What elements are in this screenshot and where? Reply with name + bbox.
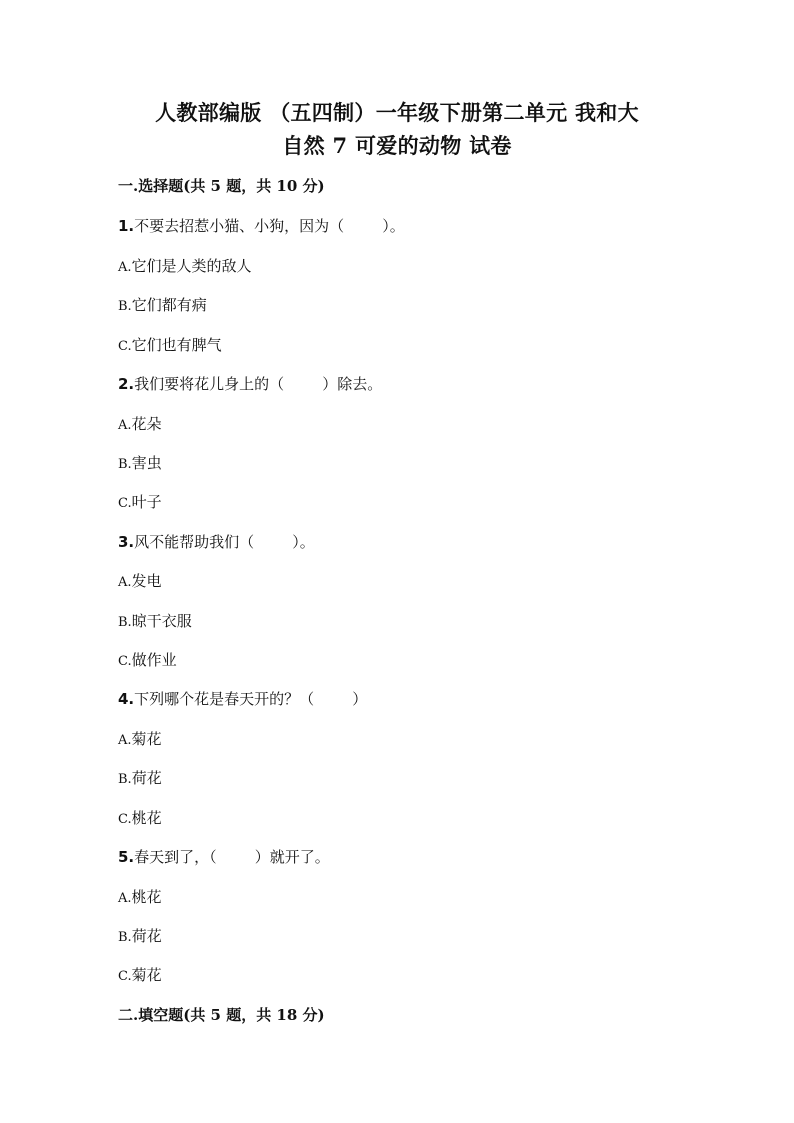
question-text: 不要去招惹小猫、小狗，因为（ ）。 [134, 217, 405, 235]
question-text: 我们要将花儿身上的（ ）除去。 [134, 375, 383, 393]
title-line-1: 人教部编版 （五四制）一年级下册第二单元 我和大 [155, 100, 639, 125]
option-text: 菊花 [131, 730, 162, 748]
question-2 [118, 374, 382, 394]
option-5b [118, 926, 162, 948]
option-text: 花朵 [131, 415, 162, 433]
option-letter: A. [118, 260, 132, 275]
question-number: 4. [118, 690, 135, 708]
option-letter: A. [118, 575, 132, 590]
option-letter: B. [118, 299, 132, 314]
question-5 [118, 847, 330, 867]
option-text: 它们是人类的敌人 [131, 257, 252, 275]
option-text: 它们都有病 [131, 296, 207, 314]
option-text: 晾干衣服 [131, 612, 192, 630]
option-4b [118, 768, 162, 790]
option-text: 菊花 [131, 966, 162, 984]
option-text: 叶子 [131, 493, 162, 511]
question-text: 春天到了，（ ）就开了。 [134, 848, 330, 866]
question-text: 风不能帮助我们（ ）。 [134, 533, 315, 551]
option-2c [118, 492, 162, 514]
option-letter: A. [118, 891, 132, 906]
option-1b [118, 295, 207, 317]
option-text: 荷花 [131, 769, 162, 787]
option-letter: C. [118, 339, 132, 354]
option-text: 做作业 [131, 651, 177, 669]
option-text: 害虫 [131, 454, 162, 472]
question-3 [118, 532, 315, 552]
option-letter: B. [118, 772, 132, 787]
option-letter: A. [118, 733, 132, 748]
title-line-2: 自然 7 可爱的动物 试卷 [282, 133, 512, 158]
option-text: 发电 [131, 572, 162, 590]
question-4 [118, 689, 367, 709]
question-1 [118, 216, 405, 236]
option-text: 荷花 [131, 927, 162, 945]
option-text: 桃花 [131, 809, 162, 827]
option-5c [118, 965, 162, 987]
option-text: 桃花 [131, 888, 162, 906]
option-letter: C. [118, 496, 132, 511]
option-text: 它们也有脾气 [131, 336, 222, 354]
option-letter: A. [118, 418, 132, 433]
question-number: 5. [118, 848, 135, 866]
option-3c [118, 650, 177, 672]
option-5a [118, 887, 162, 909]
page-title [120, 96, 674, 162]
question-number: 3. [118, 533, 135, 551]
option-3b [118, 611, 192, 633]
option-2a [118, 414, 162, 436]
option-3a [118, 571, 162, 593]
option-letter: C. [118, 969, 132, 984]
section-heading-fill-blank: 二.填空题(共 5 题，共 18 分) [118, 1006, 325, 1024]
option-2b [118, 453, 162, 475]
option-letter: B. [118, 615, 132, 630]
option-4a [118, 729, 162, 751]
question-text: 下列哪个花是春天开的？（ ） [134, 690, 368, 708]
option-letter: B. [118, 930, 132, 945]
option-letter: C. [118, 812, 132, 827]
option-1a [118, 256, 252, 278]
option-letter: B. [118, 457, 132, 472]
question-number: 2. [118, 375, 135, 393]
option-1c [118, 335, 222, 357]
question-number: 1. [118, 217, 135, 235]
option-letter: C. [118, 654, 132, 669]
section-heading-choice: 一.选择题(共 5 题，共 10 分) [118, 177, 325, 195]
option-4c [118, 808, 162, 830]
